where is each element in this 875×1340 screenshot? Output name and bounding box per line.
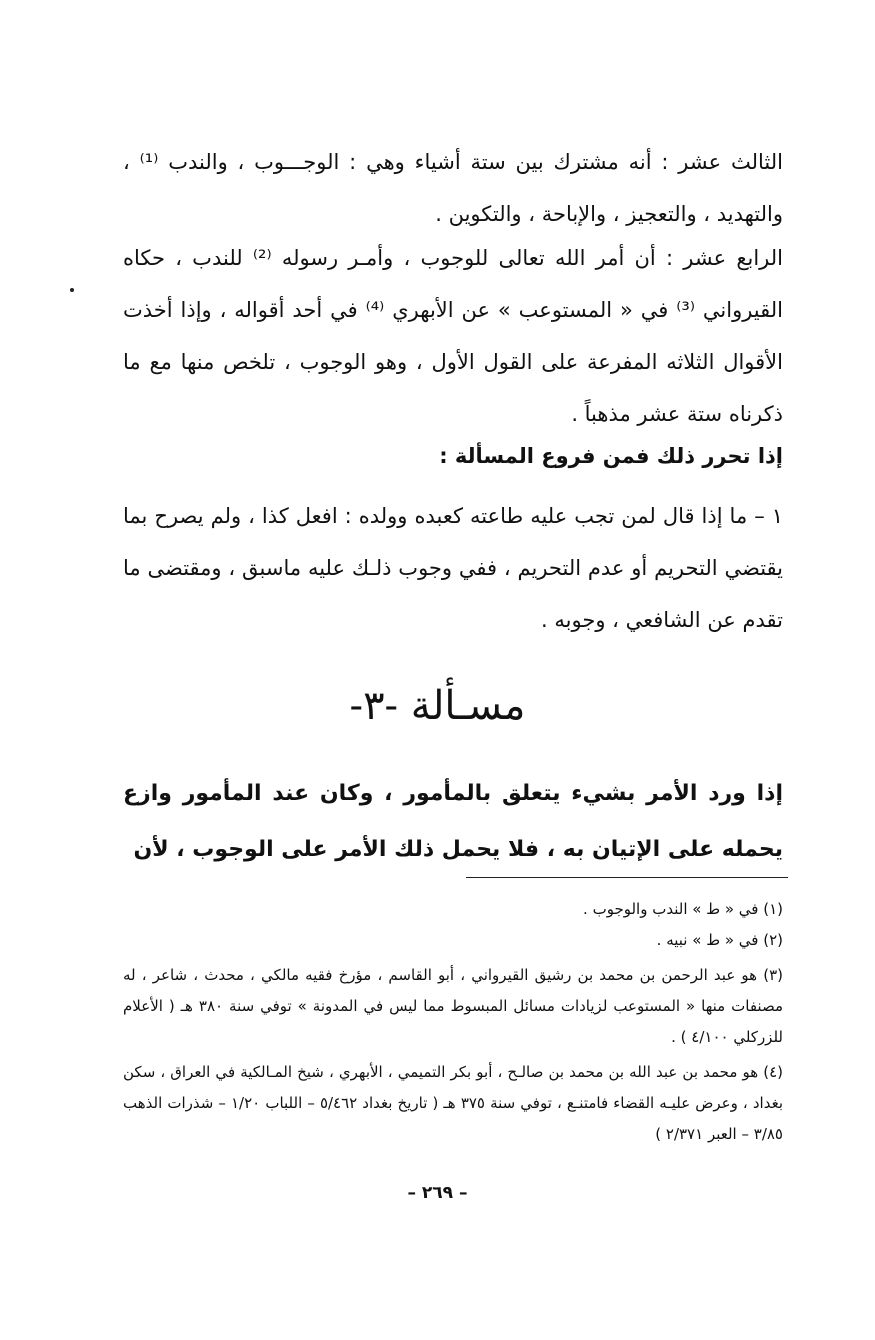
footnote-1: (١) في « ط » الندب والوجوب . xyxy=(583,900,783,918)
footnote-separator xyxy=(466,877,788,878)
footnote-3: (٣) هو عبد الرحمن بن محمد بن رشيق القيرواني ، أبو القاسم ، مؤرخ فقيه مالكي ، محدث ، شاعر ، له مصنفات منها « المستوعب لزيادات مسائل المبسوط مما ليس في المدونة » توفي سنة ٣٨٠ هـ ( الأعلام للزركلي ٤/١٠٠ ) . xyxy=(123,966,783,1046)
masala-heading: مسـألة -٣- xyxy=(349,683,526,729)
footnotes xyxy=(123,894,783,1150)
margin-speck xyxy=(70,288,74,292)
footnote-4: (٤) هو محمد بن عبد الله بن محمد بن صالـح ، أبو بكر التميمي ، الأبهري ، شيخ المـالكية في العراق ، سكن بغداد ، وعرض عليـه القضاء فامتنـع ، توفي سنة ٣٧٥ هـ ( تاريخ بغداد ٥/٤٦٢ – اللباب ١/٢٠ – شذرات الذهب ٣/٨٥ – العبر ٢/٣٧١ ) xyxy=(123,1063,783,1143)
page-number: – ٢٦٩ – xyxy=(407,1183,468,1203)
paragraph-thirteenth-opinion: الثالث عشر : أنه مشترك بين ستة أشياء وهي : الوجـــوب ، والندب ⁽¹⁾ ، والتهديد ، والتعجيز ، والإباحة ، والتكوين . xyxy=(123,150,783,226)
branch-one-paragraph: ١ – ما إذا قال لمن تجب عليه طاعته كعبده وولده : افعل كذا ، ولم يصرح بما يقتضي التحريم أو عدم التحريم ، ففي وجوب ذلـك عليه ماسبق ، ومقتضى ما تقدم عن الشافعي ، وجوبه . xyxy=(123,504,783,632)
paragraph-fourteenth-opinion: الرابع عشر : أن أمر الله تعالى للوجوب ، وأمـر رسوله ⁽²⁾ للندب ، حكاه القيرواني ⁽³⁾ في « المستوعب » عن الأبهري ⁽⁴⁾ في أحد أقواله ، وإذا أخذت الأقوال الثلاثه المفرعة على القول الأول ، وهو الوجوب ، تلخص منها مع ما ذكرناه ستة عشر مذهباً . xyxy=(123,246,784,426)
section-subheading: إذا تحرر ذلك فمن فروع المسألة : xyxy=(439,444,783,468)
footnote-2: (٢) في « ط » نبيه . xyxy=(656,931,783,949)
masala-paragraph: إذا ورد الأمر بشيء يتعلق بالمأمور ، وكان عند المأمور وازع يحمله على الإتيان به ، فلا يحمل ذلك الأمر على الوجوب ، لأن xyxy=(123,781,783,862)
